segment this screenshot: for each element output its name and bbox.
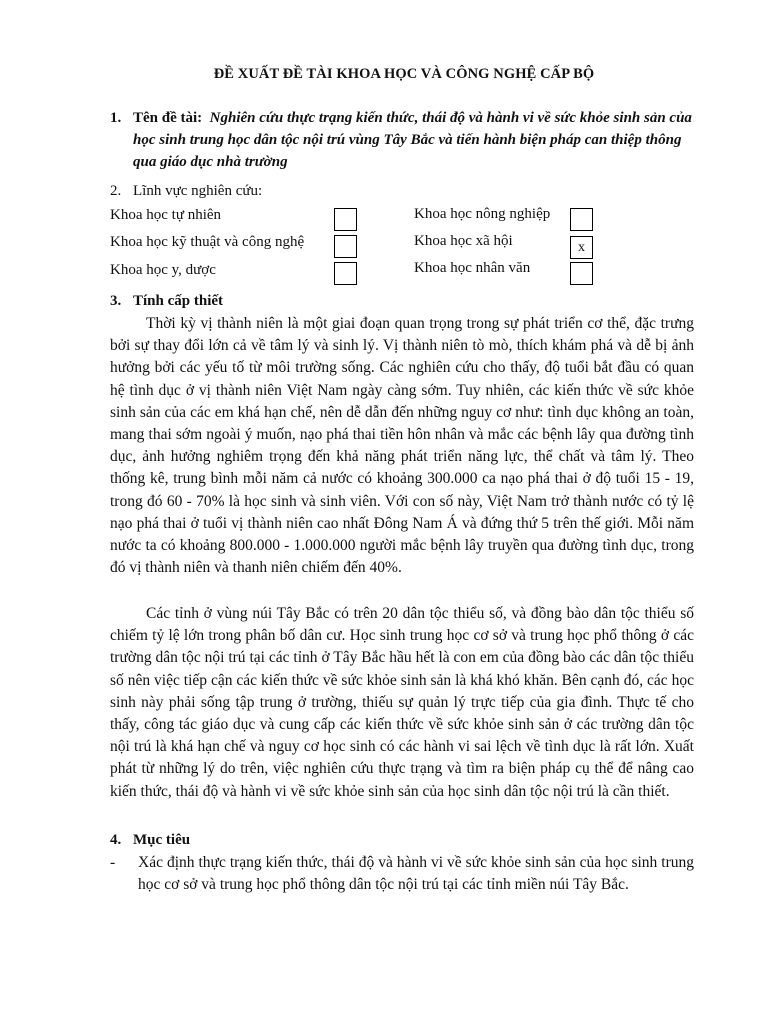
topic-label: Tên đề tài: [133,110,203,126]
field-option-label: Khoa học nhân văn [414,260,531,276]
field-checkbox[interactable] [334,262,357,285]
field-option-label: Khoa học tự nhiên [110,207,222,223]
body-paragraph: Các tỉnh ở vùng núi Tây Bắc có trên 20 dân tộc thiểu số, và đồng bào dân tộc thiểu số chiếm tỷ lệ lớn trong phân bố dân cư. Học sinh trung học cơ sở và trung học phổ thông ở các trường dân tộc nội trú tại các tỉnh ở Tây Bắc hầu hết là con em của đồng bào các dân tộc thiểu số nên việc tiếp cận các kiến thức về sức khỏe sinh sản là khá khó khăn. Bên cạnh đó, các học sinh này phải sống tập trung ở trường, thiếu sự quản lý trực tiếp của gia đình. Thực tế cho thấy, công tác giáo dục và cung cấp các kiến thức về sức khỏe sinh sản ở các trường dân tộc nội trú là khá hạn chế và nguy cơ học sinh có các hành vi sai lệch về tình dục là rất lớn. Xuất phát từ những lý do trên, việc nghiên cứu thực trạng và tìm ra biện pháp cụ thể để nâng cao kiến thức, thái độ và hành vi về sức khỏe sinh sản của học sinh dân tộc nội trú là cần thiết. [110,605,694,800]
field-option-label: Khoa học kỹ thuật và công nghệ [110,234,305,250]
section-number: 2. [110,183,122,199]
bullet-text: Xác định thực trạng kiến thức, thái độ và hành vi về sức khỏe sinh sản của học sinh trung học cơ sở và trung học phổ thông dân tộc nội trú tại các tỉnh miền núi Tây Bắc. [138,854,694,894]
field-checkbox[interactable] [570,262,593,285]
field-option-label: Khoa học y, dược [110,262,216,278]
list-item [110,852,694,896]
field-checkbox[interactable] [334,235,357,258]
topic-title: Nghiên cứu thực trạng kiến thức, thái độ và hành vi về sức khỏe sinh sản của học sinh trung học dân tộc nội trú vùng Tây Bắc và tiến hành biện pháp can thiệp thông qua giáo dục nhà trường [133,110,692,170]
document-title: ĐỀ XUẤT ĐỀ TÀI KHOA HỌC VÀ CÔNG NGHỆ CẤP BỘ [213,66,595,82]
section-heading: Mục tiêu [133,832,191,848]
field-checkbox[interactable] [334,208,357,231]
field-label: Lĩnh vực nghiên cứu: [133,183,263,199]
body-paragraph: Thời kỳ vị thành niên là một giai đoạn quan trọng trong sự phát triển cơ thể, đặc trưng bởi sự thay đổi lớn cả về tâm lý và sinh lý. Vị thành niên tò mò, thích khám phá và dễ bị ảnh hưởng bởi các yếu tố từ môi trường sống. Các nghiên cứu cho thấy, độ tuổi bắt đầu có quan hệ tình dục ở vị thành niên Việt Nam ngày càng sớm. Tuy nhiên, các kiến thức về sức khỏe sinh sản của các em khá hạn chế, nên dễ dẫn đến những nguy cơ như: tình dục không an toàn, mang thai sớm ngoài ý muốn, nạo phá thai tiền hôn nhân và mắc các bệnh lây qua đường tình dục, ảnh hưởng nghiêm trọng đến khả năng phát triển năng lực, thể chất và tâm lý. Theo thống kê, trung bình mỗi năm cả nước có khoảng 300.000 ca nạo phá thai ở độ tuổi 15 - 19, trong đó 60 - 70% là học sinh và sinh viên. Với con số này, Việt Nam trở thành nước có tỷ lệ nạo phá thai ở tuổi vị thành niên cao nhất Đông Nam Á và đứng thứ 5 trên thế giới. Mỗi năm nước ta có khoảng 800.000 - 1.000.000 người mắc bệnh lây truyền qua đường tình dục, trong đó vị thành niên và thanh niên chiếm đến 40%. [110,315,694,577]
section-field [110,180,696,202]
field-checkbox[interactable]: x [570,236,593,259]
field-checkbox[interactable] [570,208,593,231]
section-topic [110,107,696,173]
section-number: 1. [110,110,122,126]
section-objectives [110,829,696,851]
section-heading: Tính cấp thiết [133,293,224,309]
section-urgency [110,290,696,312]
field-option-label: Khoa học xã hội [414,233,513,249]
section-number: 4. [110,832,122,848]
field-option-label: Khoa học nông nghiệp [414,206,551,222]
bullet-marker: - [110,854,116,871]
section-number: 3. [110,293,122,309]
